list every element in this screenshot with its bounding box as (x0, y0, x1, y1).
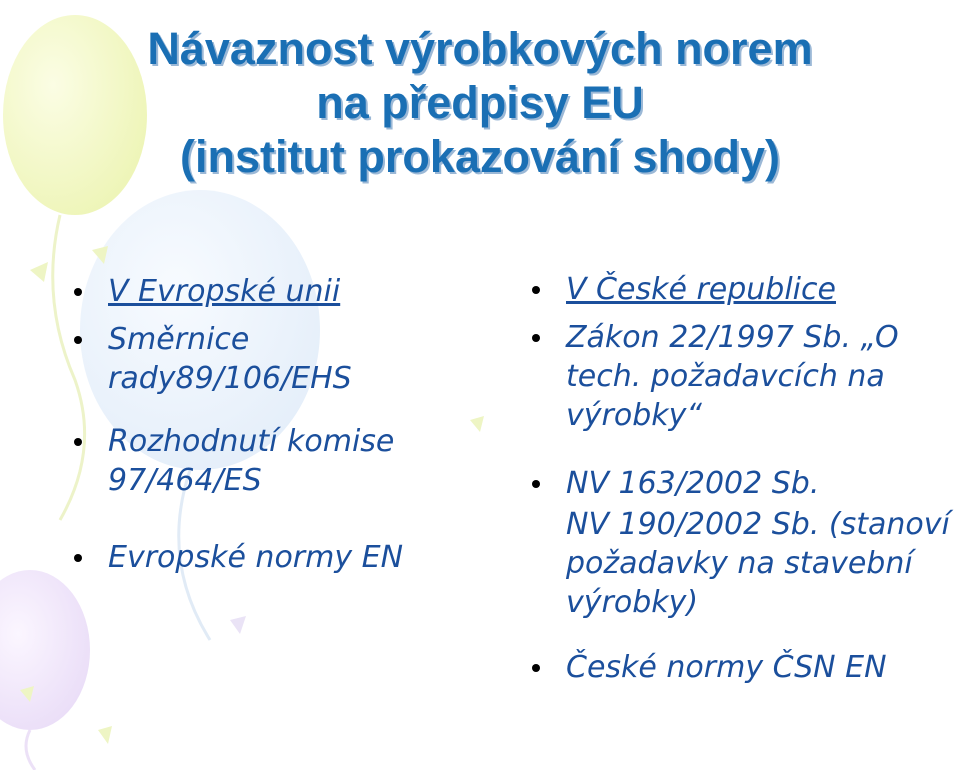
bullet-icon (532, 664, 540, 672)
bullet-icon (532, 334, 540, 342)
list-item-nv-163 (528, 464, 958, 503)
list-item-act (528, 318, 958, 435)
list-item-cz-heading (528, 270, 958, 309)
list-item-text: Rozhodnutí komise 97/464/ES (108, 424, 395, 498)
list-item-text: Zákon 22/1997 Sb. „O tech. požadavcích na výrobky“ (566, 320, 899, 433)
list-item-text: NV 163/2002 Sb. (566, 466, 820, 501)
list-item-text: Směrnice rady89/106/EHS (108, 322, 352, 396)
list-item-text: České normy ČSN EN (566, 650, 887, 685)
bullet-icon (74, 554, 82, 562)
list-item-eu-heading (70, 272, 490, 311)
bullet-icon (532, 480, 540, 488)
cz-column (528, 270, 958, 687)
list-item-text: NV 190/2002 Sb. (stanoví požadavky na stavební výrobky) (566, 507, 950, 620)
list-item-text: V Evropské unii (108, 274, 341, 309)
list-item-text: Evropské normy EN (108, 540, 404, 575)
slide-title (30, 22, 930, 184)
bullet-icon (74, 288, 82, 296)
bullet-icon (532, 286, 540, 294)
title-line-1: Návaznost výrobkových norem (147, 23, 813, 74)
purple-balloon (0, 570, 90, 770)
bullet-icon (74, 336, 82, 344)
list-item-european-norms (70, 538, 490, 577)
eu-column (70, 272, 490, 577)
list-item-commission-decision (70, 422, 490, 500)
bullet-icon (74, 438, 82, 446)
list-item-czech-norms (528, 648, 958, 687)
title-line-2: na předpisy EU (316, 77, 644, 128)
list-item-text: V České republice (566, 272, 836, 307)
list-item-directive (70, 320, 490, 398)
title-line-3: (institut prokazování shody) (179, 131, 781, 182)
list-item-nv-190 (528, 505, 958, 622)
